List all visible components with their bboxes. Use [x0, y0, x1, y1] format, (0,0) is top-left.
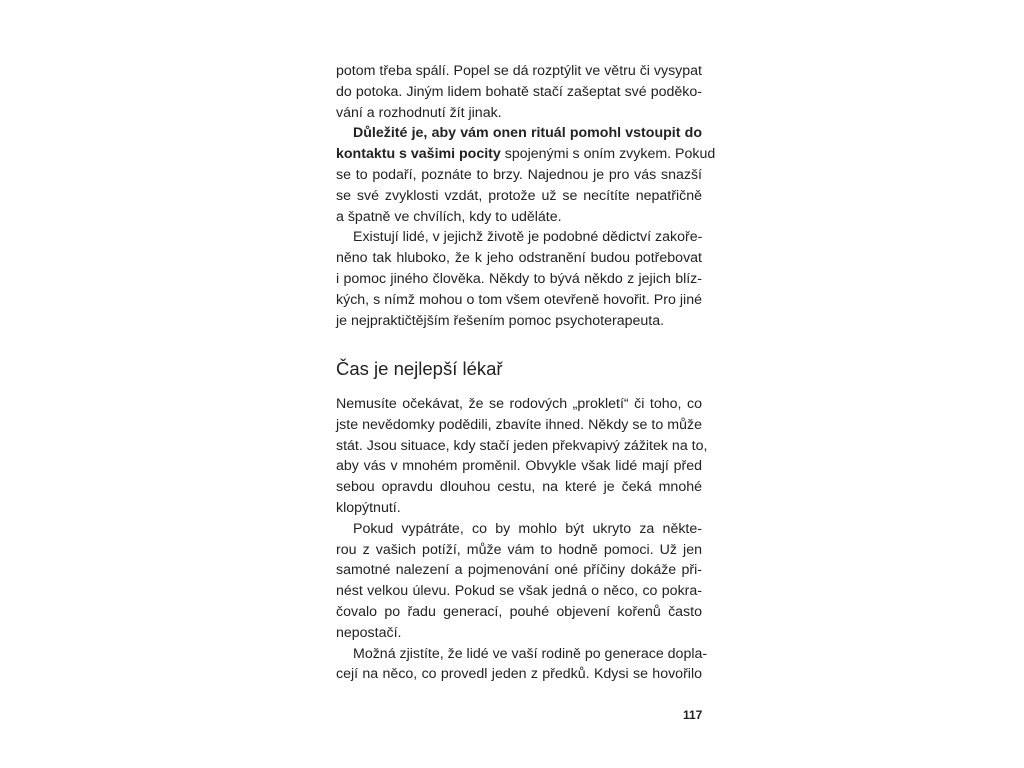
- text-line: i pomoc jiného člověka. Někdy to bývá někdo z jejich blíz-: [336, 270, 702, 287]
- paragraph-expectations: [336, 394, 708, 519]
- paragraph-psychotherapy: [336, 227, 702, 331]
- text-line: samotné nalezení a pojmenování oné příčiny dokáže při-: [336, 562, 702, 579]
- section-heading: Čas je nejlepší lékař: [336, 358, 503, 379]
- text-line: vání a rozhodnutí žít jinak.: [336, 104, 502, 121]
- text-line: jste nevědomky podědili, zbavíte ihned. Někdy se to může: [336, 416, 702, 433]
- text-line: nést velkou úlevu. Pokud se však jedná o něco, co pokra-: [336, 583, 702, 600]
- page-number: 117: [683, 708, 703, 722]
- bold-phrase: kontaktu s vašimi pocity: [336, 146, 501, 163]
- paragraph-generations: [336, 644, 708, 686]
- paragraph-ritual-end: [336, 61, 702, 123]
- text-line: cejí na něco, co provedl jeden z předků. Kdysi se hovořilo: [336, 666, 702, 683]
- text-line: potom třeba spálí. Popel se dá rozptýlit ve větru či vysypat: [336, 63, 702, 79]
- text-bottom: [336, 394, 708, 685]
- paragraph-important: [336, 123, 716, 227]
- text-line: Možná zjistíte, že lidé ve vaší rodině po generace dopla-: [353, 645, 708, 662]
- text-line-mixed: [336, 144, 716, 165]
- text-line: je nejpraktičtějším řešením pomoc psychoterapeuta.: [336, 312, 665, 329]
- text-line: kých, s nímž mohou o tom všem otevřeně hovořit. Pro jiné: [336, 291, 702, 308]
- text-line: klopýtnutí.: [336, 499, 401, 516]
- text-line: rou z vašich potíží, může vám to hodně pomoci. Už jen: [336, 541, 702, 558]
- text-line: sebou opravdu dlouhou cestu, na které je čeká mnohé: [336, 479, 702, 496]
- text-line: Existují lidé, v jejichž životě je podobné dědictví zakoře-: [353, 229, 703, 246]
- text-line: Nemusíte očekávat, že se rodových „prokletí“ či toho, co: [336, 396, 702, 412]
- text-line: aby vás v mnohém proměnil. Obvykle však lidé mají před: [336, 458, 702, 475]
- text-line-bold: Důležité je, aby vám onen rituál pomohl vstoupit do: [353, 125, 702, 142]
- text-line: se své zvyklosti vzdát, protože už se necítíte nepatřičně: [336, 187, 702, 204]
- text-fragment: spojenými s oním zvykem. Pokud: [500, 146, 716, 163]
- paragraph-discovery: [336, 519, 702, 644]
- text-line: nepostačí.: [336, 624, 402, 641]
- text-line: čovalo po řadu generací, pouhé objevení kořenů často: [336, 603, 702, 620]
- text-line: něno tak hluboko, že k jeho odstranění budou potřebovat: [336, 250, 702, 267]
- text-line: Pokud vypátráte, co by mohlo být ukryto za někte-: [353, 520, 702, 537]
- text-top: [336, 61, 716, 331]
- text-line: a špatně ve chvílích, kdy to uděláte.: [336, 208, 562, 225]
- text-line: se to podaří, poznáte to brzy. Najednou je pro vás snazší: [336, 166, 702, 183]
- text-line: do potoka. Jiným lidem bohatě stačí zašeptat své poděko-: [336, 83, 702, 100]
- text-line: stát. Jsou situace, kdy stačí jeden překvapivý zážitek na to,: [336, 437, 708, 454]
